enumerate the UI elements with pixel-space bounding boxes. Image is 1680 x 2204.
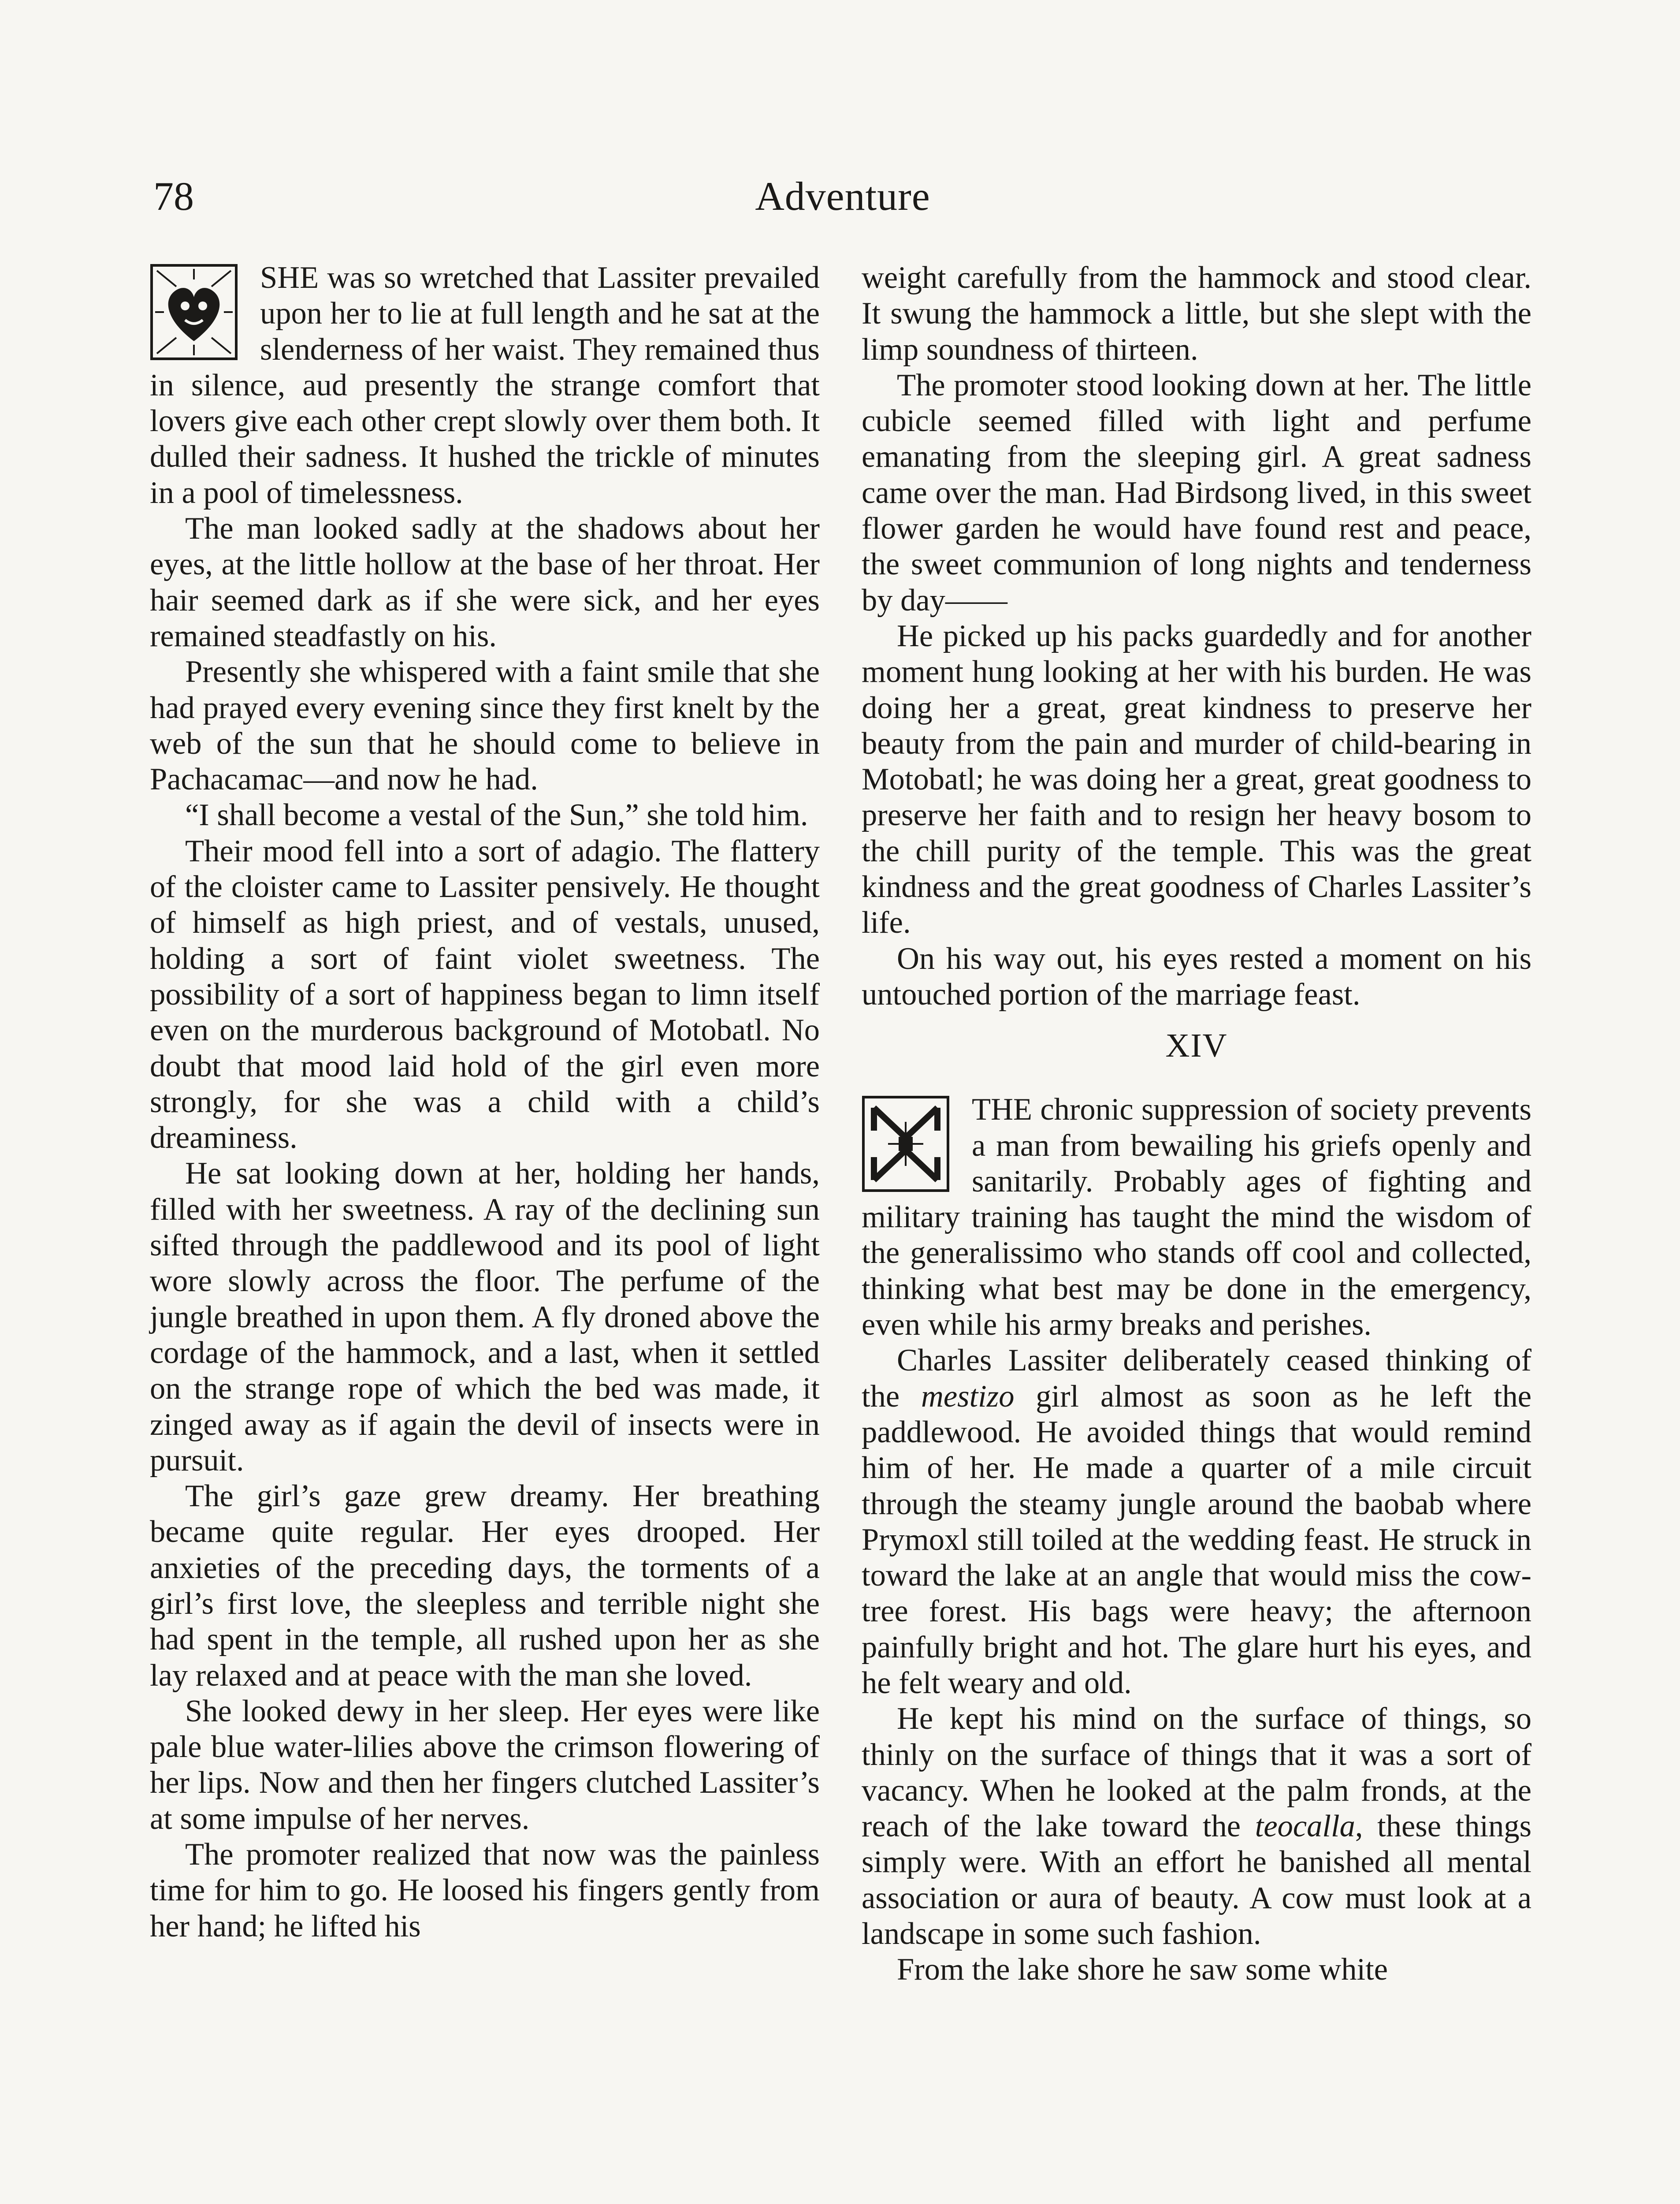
page-header — [153, 172, 1532, 220]
paragraph: Their mood fell into a sort of adagio. The flattery of the cloister came to Lassiter pensively. He thought of himself as high priest, and of vestals, unused, holding a sort of faint violet sweetness. The possibility of a sort of happiness began to limn itself even on the murderous background of Motobatl. No doubt that mood laid hold of the girl even more strongly, for she was a child with a child’s dreaminess. — [150, 834, 820, 1155]
paragraph-text: Charles Lassiter deliberately ceased thinking of the — [862, 1343, 1531, 1414]
italic-word: mestizo — [921, 1379, 1015, 1414]
right-column — [862, 260, 1531, 1988]
paragraph — [862, 1701, 1531, 1952]
paragraph: THE chronic suppression of society prevents a man from bewailing his griefs openly and sanitarily. Probably ages of fighting and military training has taught the mind the wisdom of the generalissimo who stands off cool and collected, thinking what best may be done in the emergency, even while his army breaks and perishes. — [862, 1092, 1531, 1342]
paragraph: He picked up his packs guardedly and for another moment hung looking at her with his burden. He was doing her a great, great kindness to preserve her beauty from the pain and murder of child-bearing in Motobatl; he was doing her a great, great goodness to preserve her faith and to resign her heavy bosom to the chill purity of the temple. This was the great kindness and the great goodness of Charles Lassiter’s life. — [862, 618, 1531, 940]
paragraph-text: He kept his mind on the surface of things, so thinly on the surface of things that it was a sort of vacancy. When he looked at the palm fronds, at the reach of the lake toward the — [862, 1701, 1531, 1844]
paragraph: From the lake shore he saw some white — [897, 1952, 1388, 1987]
paragraph-text: , these things simply were. With an effort he banished all mental association or aura of beauty. A cow must look at a landscape in some such fashion. — [862, 1809, 1532, 1951]
paragraph: “I shall become a vestal of the Sun,” she told him. — [185, 798, 808, 833]
chapter-heading: XIV — [1165, 1027, 1228, 1065]
ornamental-dropcap-icon — [150, 264, 238, 361]
italic-word: teocalla — [1255, 1809, 1355, 1844]
paragraph: SHE was so wretched that Lassiter prevailed upon her to lie at full length and he sat at the slenderness of her waist. They remained thus in silence, aud presently the strange comfort that lovers give each other crept slowly over them both. It dulled their sadness. It hushed the trickle of minutes in a pool of timelessness. — [150, 261, 820, 510]
paragraph: The girl’s gaze grew dreamy. Her breathing became quite regular. Her eyes drooped. Her anxieties of the preceding days, the torments of a girl’s first love, the sleepless and terrible night she had spent in the temple, all rushed upon her as she lay relaxed and at peace with the man she loved. — [150, 1479, 820, 1693]
page-number: 78 — [153, 174, 194, 219]
ornamental-dropcap-icon — [862, 1095, 950, 1192]
paragraph: She looked dewy in her sleep. Her eyes were like pale blue water-lilies above the crimson flowering of her lips. Now and then her fingers clutched Lassiter’s at some impulse of her nerves. — [150, 1694, 820, 1836]
paragraph: The promoter stood looking down at her. The little cubicle seemed filled with light and perfume emanating from the sleeping girl. A great sadness came over the man. Had Birdsong lived, in this sweet flower garden he would have found rest and peace, the sweet communion of long nights and tenderness by day—— — [862, 368, 1531, 618]
paragraph: The man looked sadly at the shadows about her eyes, at the little hollow at the base of her throat. Her hair seemed dark as if she were sick, and her eyes remained steadfastly on his. — [150, 511, 820, 653]
paragraph: The promoter realized that now was the painless time for him to go. He loosed his fingers gently from her hand; he lifted his — [150, 1837, 820, 1943]
paragraph: Presently she whispered with a faint smile that she had prayed every evening since they first knelt by the web of the sun that he should come to believe in Pachacamac—and now he had. — [150, 655, 820, 797]
paragraph: weight carefully from the hammock and stood clear. It swung the hammock a little, but she slept with the limp soundness of thirteen. — [862, 261, 1531, 367]
paragraph: On his way out, his eyes rested a moment on his untouched portion of the marriage feast. — [862, 941, 1531, 1012]
paragraph: He sat looking down at her, holding her hands, filled with her sweetness. A ray of the declining sun sifted through the paddlewood and its pool of light wore slowly across the floor. The perfume of the jungle breathed in upon them. A fly droned above the cordage of the hammock, and a last, when it settled on the strange rope of which the bed was made, it zinged away as if again the devil of insects were in pursuit. — [150, 1156, 820, 1478]
left-column — [150, 260, 820, 1944]
paragraph-text: girl almost as soon as he left the paddlewood. He avoided things that would remind him of her. He made a quarter of a mile circuit through the steamy jungle around the baobab where Prymoxl still toiled at the wedding feast. He struck in toward the lake at an angle that would miss the cow-tree forest. His bags were heavy; the afternoon painfully bright and hot. The glare hurt his eyes, and he felt weary and old. — [862, 1379, 1531, 1700]
paragraph — [862, 1343, 1531, 1701]
running-title: Adventure — [755, 174, 930, 219]
